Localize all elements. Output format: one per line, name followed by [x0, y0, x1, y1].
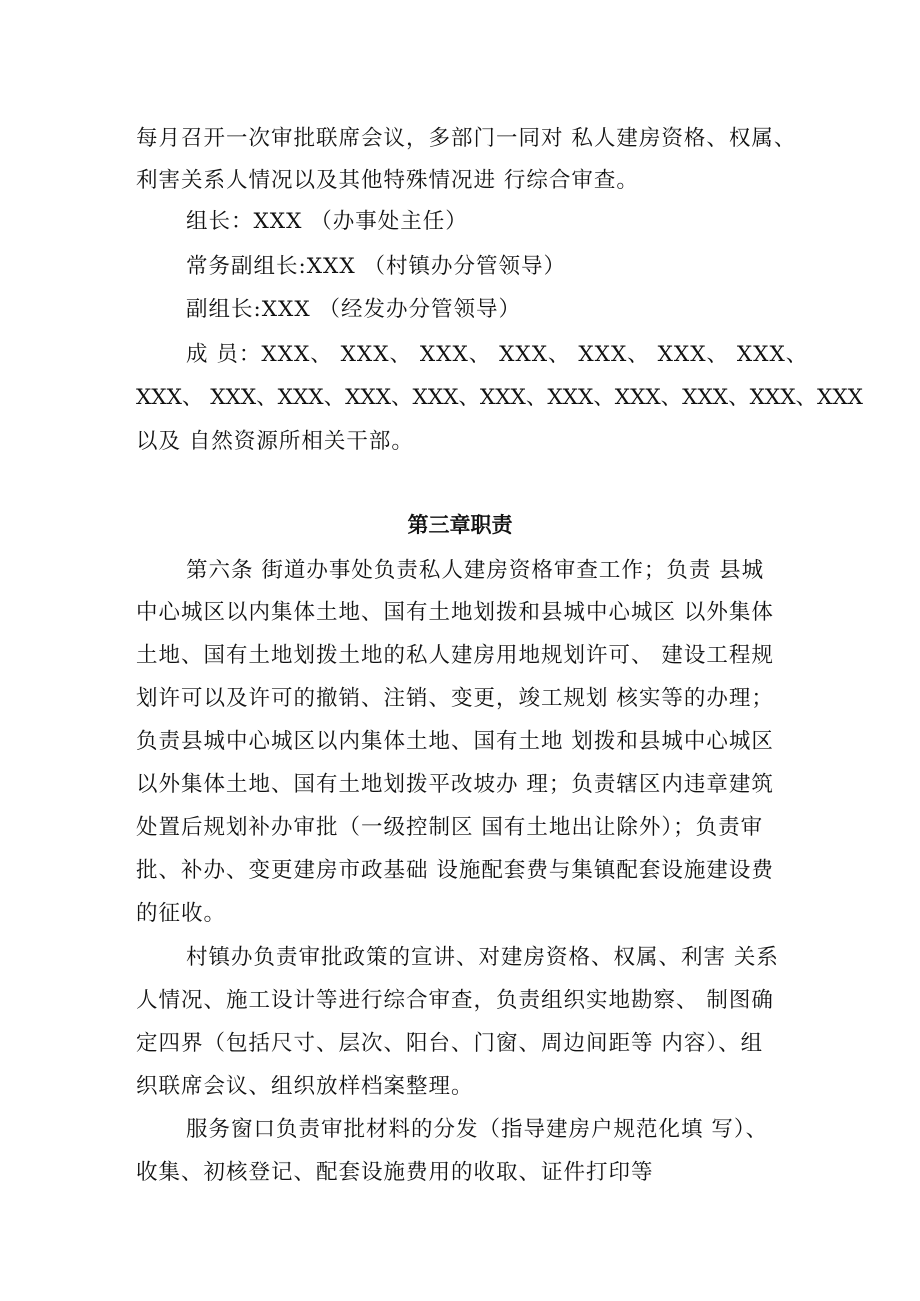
village-office-line-4: 织联席会议、组织放样档案整理。 — [136, 1074, 474, 1099]
article6-line-6: 以外集体土地、国有土地划拨平改坡办 理；负责辖区内违章建筑 — [136, 772, 774, 797]
village-office-line-1: 村镇办负责审批政策的宣讲、对建房资格、权属、利害 关系 — [186, 945, 779, 970]
intro-line-2: 利害关系人情况以及其他特殊情况进 行综合审查。 — [136, 168, 639, 193]
village-office-line-3: 定四界（包括尺寸、层次、阳台、门窗、周边间距等 内容）、组 — [136, 1031, 764, 1056]
article6-line-2: 中心城区以内集体土地、国有土地划拨和县城中心城区 以外集体 — [136, 600, 774, 625]
service-window-line-2: 收集、初核登记、配套设施费用的收取、证件打印等 — [136, 1160, 654, 1185]
deputy-leader-line: 副组长:XXX （经发办分管领导） — [186, 297, 521, 322]
article6-line-9: 的征收。 — [136, 901, 227, 926]
members-line-2: XXX、 XXX、XXX、XXX、XXX、XXX、XXX、XXX、XXX、XXX、XXX — [136, 385, 863, 410]
group-leader-line: 组长：XXX （办事处主任） — [186, 209, 468, 234]
intro-line-1: 每月召开一次审批联席会议，多部门一同对 私人建房资格、权属、 — [136, 126, 797, 151]
article6-line-1: 第六条 街道办事处负责私人建房资格审查工作；负责 县城 — [186, 558, 765, 583]
article6-line-5: 负责县城中心城区以内集体土地、国有土地 划拨和县城中心城区 — [136, 729, 774, 754]
article6-line-8: 批、补办、变更建房市政基础 设施配套费与集镇配套设施建设费 — [136, 858, 774, 883]
chapter-title: 第三章职责 — [407, 513, 513, 537]
service-window-line-1: 服务窗口负责审批材料的分发（指导建房户规范化填 写）、 — [186, 1117, 769, 1142]
members-line-1: 成 员：XXX、 XXX、 XXX、 XXX、 XXX、 XXX、 XXX、 — [186, 342, 809, 367]
article6-line-4: 划许可以及许可的撤销、注销、变更，竣工规划 核实等的办理； — [136, 686, 774, 711]
members-line-3: 以及 自然资源所相关干部。 — [136, 429, 414, 454]
village-office-line-2: 人情况、施工设计等进行综合审查，负责组织实地勘察、 制图确 — [136, 988, 774, 1013]
article6-line-3: 土地、国有土地划拨土地的私人建房用地规划许可、 建设工程规 — [136, 643, 774, 668]
executive-deputy-leader-line: 常务副组长:XXX （村镇办分管领导） — [186, 254, 566, 279]
article6-line-7: 处置后规划补办审批（一级控制区 国有土地出让除外）；负责审 — [136, 815, 764, 840]
